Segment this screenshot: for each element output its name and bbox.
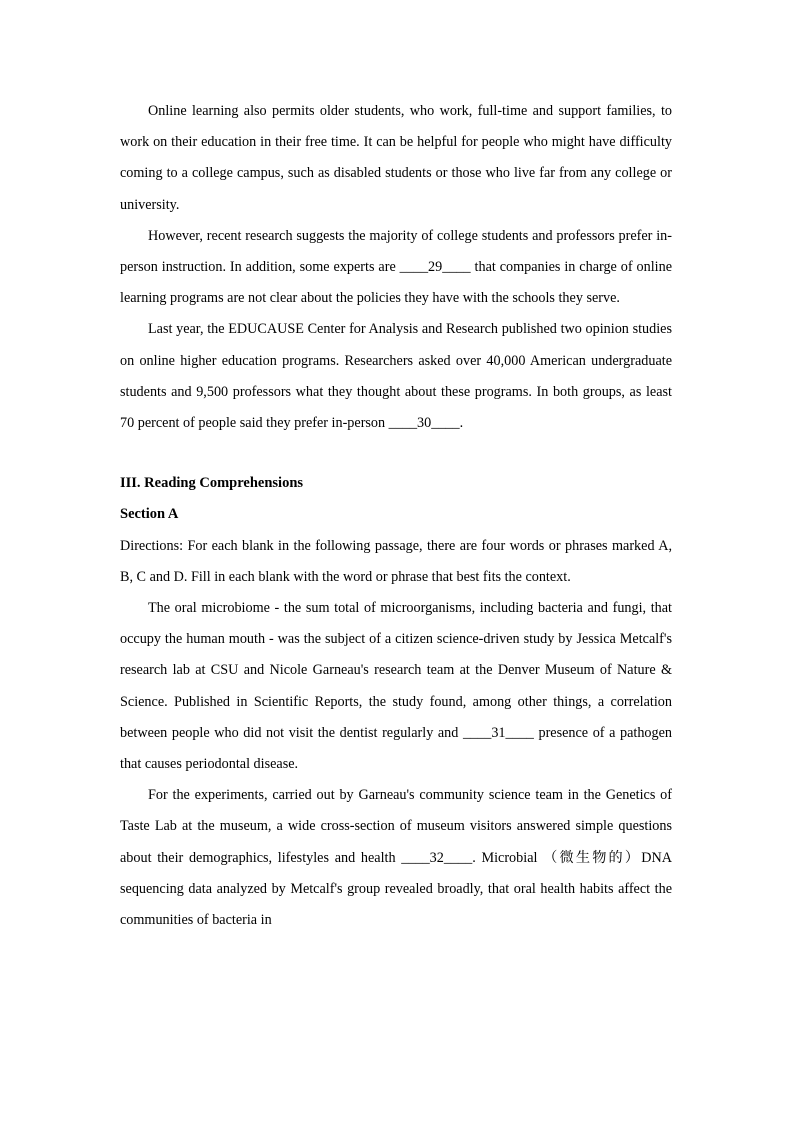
directions-text: Directions: For each blank in the following passage, there are four words or phrases marked A, B, C and D. Fill in each blank with the word or phrase that best fits the context. (120, 537, 672, 585)
paragraph-educause-study: Last year, the EDUCAUSE Center for Analysis and Research published two opinion studies on online higher education programs. Researchers asked over 40,000 American undergraduate students and 9,500 professors what they thought about these programs. In both groups, as least 70 percent of people said they prefer in-person ____30____. (120, 321, 672, 432)
paragraph-recent-research: However, recent research suggests the majority of college students and professors prefer in-person instruction. In addition, some experts are ____29____ that companies in charge of online learning programs are not clear about the policies they have with the schools they serve. (120, 227, 672, 307)
section-gap (120, 439, 672, 468)
paragraph-oral-microbiome: The oral microbiome - the sum total of microorganisms, including bacteria and fungi, that occupy the human mouth - was the subject of a citizen science-driven study by Jessica Metcalf's research lab at CSU and Nicole Garneau's research team at the Denver Museum of Nature & Science. Published in Scientific Reports, the study found, among other things, a correlation between people who did not visit the dentist regularly and ____31____ presence of a pathogen that causes periodontal disease. (120, 600, 672, 773)
paragraph-experiments: For the experiments, carried out by Garneau's community science team in the Genetics of Taste Lab at the museum, a wide cross-section of museum visitors answered simple questions about their demographics, lifestyles and health ____32____. Microbial （微生物的）DNA sequencing data analyzed by Metcalf's group revealed broadly, that oral health habits affect the communities of bacteria in (120, 787, 672, 929)
document-page (120, 96, 672, 936)
section-heading: III. Reading Comprehensions (120, 475, 304, 492)
paragraph-online-learning: Online learning also permits older students, who work, full-time and support families, to work on their education in their free time. It can be helpful for people who might have difficulty coming to a college campus, such as disabled students or those who live far from any college or university. (120, 103, 672, 213)
section-subheading: Section A (120, 506, 179, 523)
